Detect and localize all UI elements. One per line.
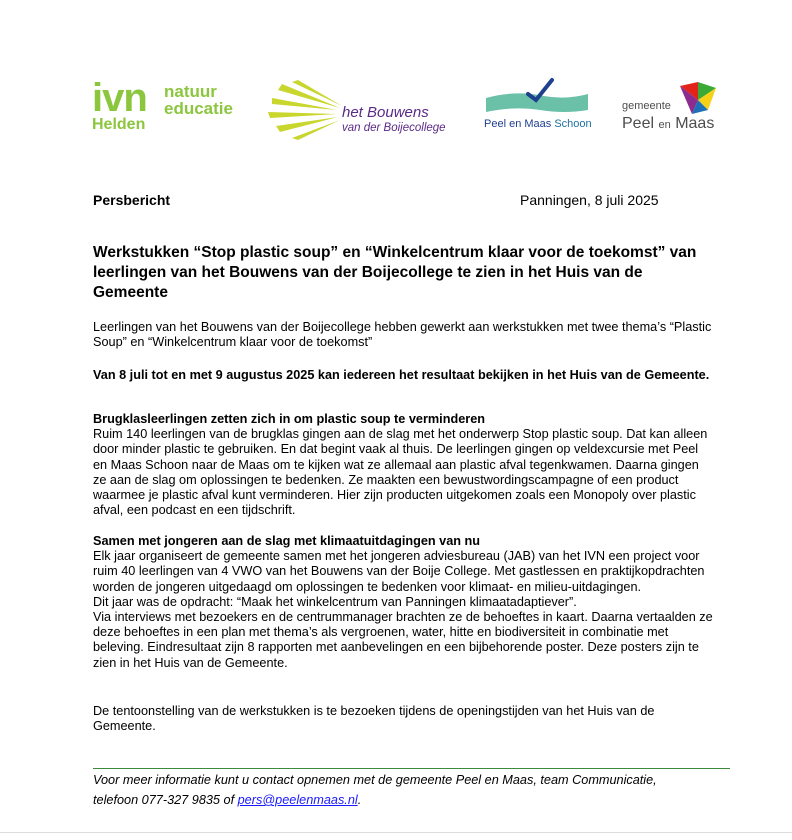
gemeente-en: en — [658, 119, 671, 131]
section2-body1: Elk jaar organiseert de gemeente samen met het jongeren adviesbureau (JAB) van het IVN een project voor ruim 40 leerlingen van 4 VWO van het Bouwens van der Boije College. Met gastlessen en praktijkopdrachten worden de jongeren uitgedaagd om oplossingen te bedenken voor klimaat- en milieu-uitdagingen. — [93, 549, 705, 594]
footer-contact — [93, 770, 733, 810]
gemeente-big1: Peel — [622, 115, 655, 132]
closing-paragraph — [93, 704, 713, 734]
section2-body2: Dit jaar was de opdracht: “Maak het winkelcentrum van Panningen klimaatadaptiever”. — [93, 594, 577, 609]
dateline: Panningen, 8 juli 2025 — [520, 192, 659, 208]
section2-body3: Via interviews met bezoekers en de centrummanager brachten ze de behoeftes in kaart. Daarna vertaalden ze deze behoeftes in een plan met thema’s als vergroenen, water, hitte en biodiversiteit in combinatie met beleving. Eindresultaat zijn 8 rapporten met aanbevelingen en een bijbehorende poster. Deze posters zijn te zien in het Huis van de Gemeente. — [93, 610, 713, 670]
intro-text: Leerlingen van het Bouwens van der Boijecollege hebben gewerkt aan werkstukken met twee thema’s “Plastic Soup” en “Winkelcentrum klaar voor de toekomst” — [93, 320, 712, 350]
section-plastic-soup — [93, 412, 713, 518]
bouwens-line2: van der Boijecollege — [342, 122, 446, 134]
ivn-line2: educatie — [164, 99, 233, 118]
section1-body: Ruim 140 leerlingen van de brugklas gingen aan de slag met het onderwerp Stop plastic soup. Dat kan alleen door minder plastic te gebruiken. En dat begint vaak al thuis. De leerlingen gingen op veldexcursie met Peel en Maas Schoon naar de Maas om te kijken wat ze allemaal aan plastic afval tegenkwamen. Daarna gingen ze aan de slag om oplossingen te bedenken. Ze maakten een bewustwordingscampagne of een product waarmee je plastic afval kunt verminderen. Hier zijn producten uitgekomen zoals een Monopoly over plastic afval, een podcast en een tijdschrift. — [93, 427, 708, 518]
sunburst-icon — [262, 80, 352, 140]
bouwens-logo — [262, 80, 452, 140]
gemeente-emblem-icon — [678, 80, 718, 116]
ivn-logo — [92, 76, 247, 138]
pms-logo — [484, 76, 590, 136]
gemeente-small: gemeente — [622, 100, 671, 112]
ivn-mark: ivn — [92, 76, 147, 120]
closing-text: De tentoonstelling van de werkstukken is te bezoeken tijdens de openingstijden van het Huis van de Gemeente. — [93, 704, 655, 734]
intro-paragraph — [93, 320, 713, 350]
gemeente-big2: Maas — [675, 115, 715, 132]
press-email-link[interactable]: pers@peelenmaas.nl — [237, 793, 358, 807]
section1-heading: Brugklasleerlingen zetten zich in om plastic soup te verminderen — [93, 412, 485, 426]
footer-suffix: . — [357, 793, 362, 807]
ivn-place: Helden — [92, 116, 146, 133]
section-climate — [93, 534, 713, 671]
footer-divider — [93, 768, 730, 769]
section2-heading: Samen met jongeren aan de slag met klimaatuitdagingen van nu — [93, 534, 481, 548]
ivn-line1: natuur — [164, 82, 217, 101]
bouwens-line1: het Bouwens — [342, 104, 429, 121]
footer-phone-text: telefoon 077-327 9835 of — [93, 793, 238, 807]
highlight-paragraph — [93, 368, 713, 383]
checkmark-wave-icon — [484, 76, 590, 116]
gemeente-logo — [620, 80, 740, 136]
highlight-text: Van 8 juli tot en met 9 augustus 2025 kan iedereen het resultaat bekijken in het Huis van de Gemeente. — [93, 368, 710, 382]
press-release-title: Werkstukken “Stop plastic soup” en “Winkelcentrum klaar voor de toekomst” van leerlingen van het Bouwens van der Boijecollege te zien in het Huis van de Gemeente — [93, 244, 697, 301]
page-bottom-edge — [0, 832, 792, 833]
pms-text2: Schoon — [554, 118, 592, 130]
pms-text1: Peel en Maas — [484, 118, 552, 130]
footer-line1: Voor meer informatie kunt u contact opnemen met de gemeente Peel en Maas, team Communicatie, — [93, 773, 657, 787]
document-type-label: Persbericht — [93, 192, 171, 208]
